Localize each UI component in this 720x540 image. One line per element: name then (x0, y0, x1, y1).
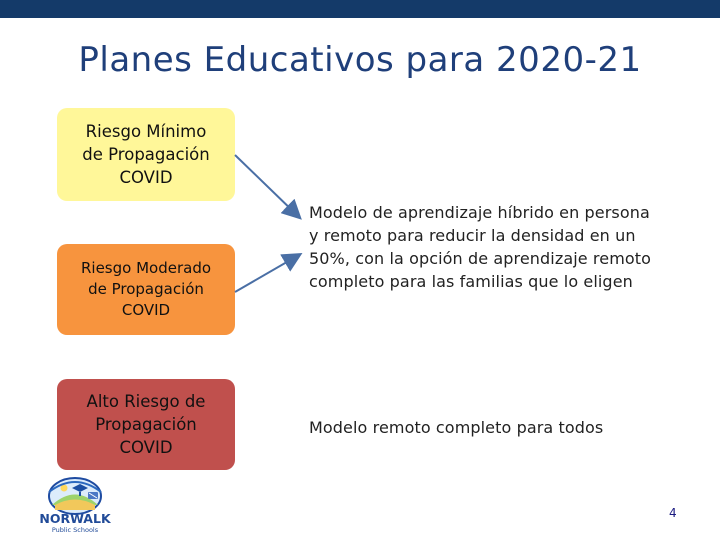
page-number: 4 (669, 506, 677, 520)
risk-minimal-label: Riesgo Mínimo de Propagación COVID (82, 122, 210, 187)
svg-text:NORWALK: NORWALK (39, 511, 111, 526)
norwalk-logo-icon (38, 474, 112, 538)
risk-high-label: Alto Riesgo de Propagación COVID (86, 392, 206, 457)
hybrid-plan-text: Modelo de aprendizaje híbrido en persona y remoto para reducir la densidad en un 50%, con la opción de aprendizaje remoto completo para las familias que lo eligen (309, 203, 652, 291)
page-title: Planes Educativos para 2020-21 (78, 40, 642, 80)
remote-plan-text: Modelo remoto completo para todos (309, 418, 604, 437)
svg-text:Public Schools: Public Schools (51, 526, 99, 534)
minimal-risk-arrow (235, 155, 299, 217)
risk-moderate-label: Riesgo Moderado de Propagación COVID (80, 259, 212, 319)
moderate-risk-arrow (235, 255, 299, 292)
